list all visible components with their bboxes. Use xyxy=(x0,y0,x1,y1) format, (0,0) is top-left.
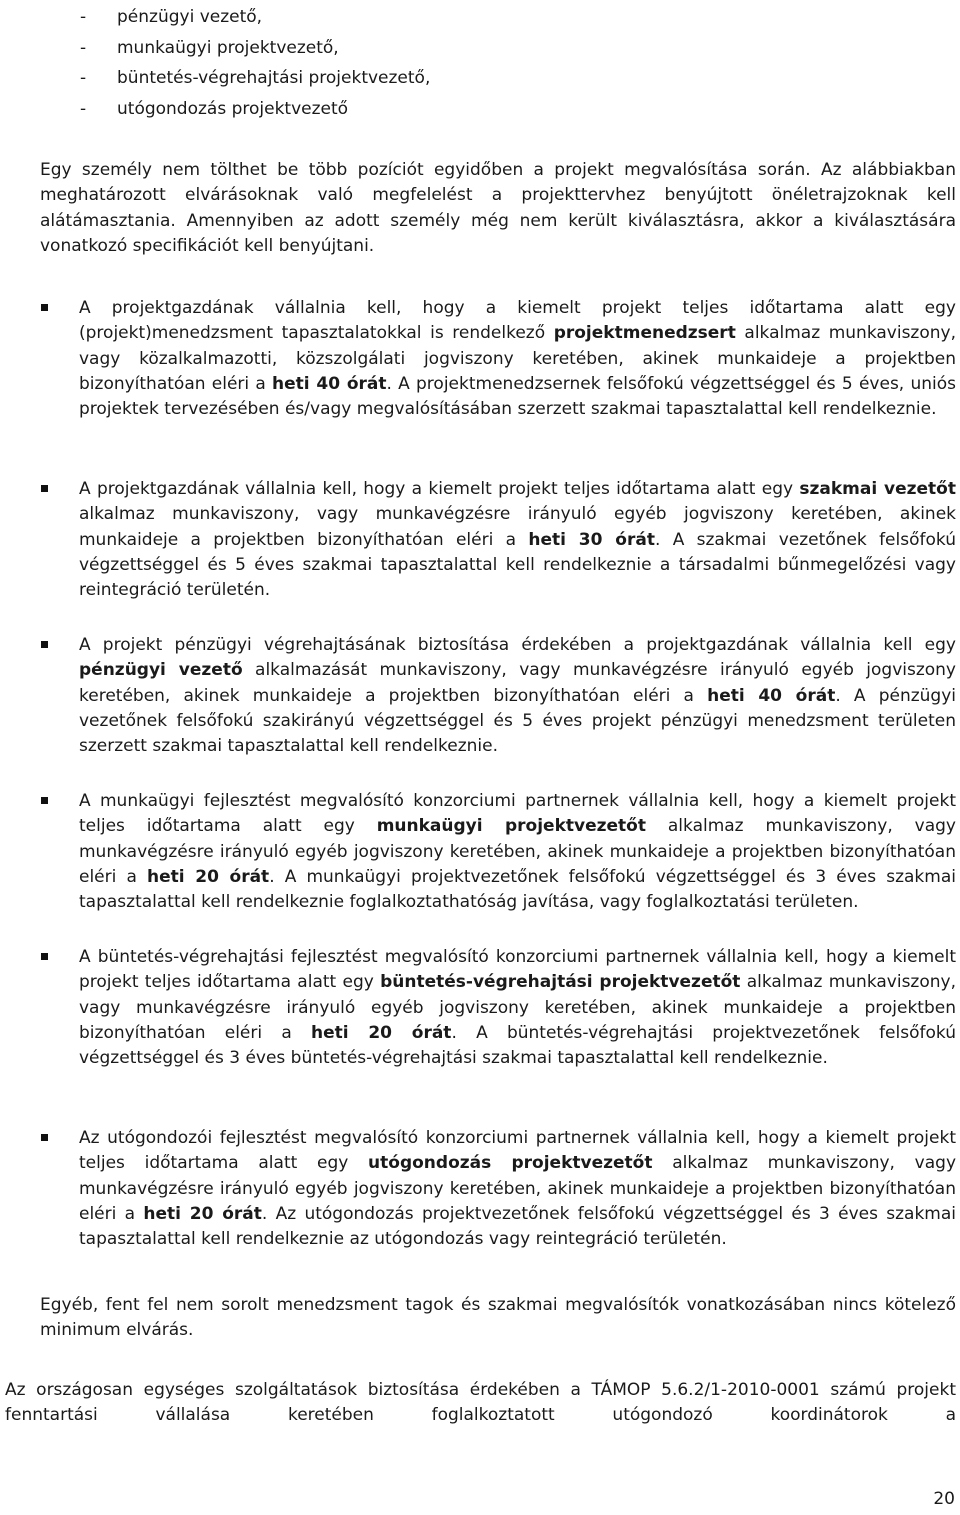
dash-list-item xyxy=(80,63,940,94)
text-run: alkalmaz munkaviszony, vagy munkavégzésre irányuló egyéb jogviszony keretében, akinek munkaideje a projektben bizonyíthatóan eléri a xyxy=(79,972,956,1043)
requirement-text xyxy=(79,791,956,912)
text-run: A büntetés-végrehajtási fejlesztést megvalósító konzorciumi partnernek vállalnia kell, hogy a kiemelt projekt teljes időtartama alatt egy xyxy=(79,947,956,993)
requirement-bullet-list xyxy=(40,296,956,422)
requirement-item-project-manager xyxy=(40,296,956,422)
emphasized-text: heti 20 órát xyxy=(147,866,270,887)
text-run: alkalmaz munkaviszony, vagy munkavégzésre irányuló egyéb jogviszony keretében, akinek munkaideje a projektben bizonyíthatóan eléri a xyxy=(79,816,956,887)
emphasized-text: heti 30 órát xyxy=(528,529,655,550)
text-run: . Az utógondozás projektvezetőnek felsőfokú végzettséggel és 3 éves szakmai tapasztalattal kell rendelkeznie az utógondozás vagy reintegráció területén. xyxy=(79,1203,956,1250)
emphasized-text: heti 20 órát xyxy=(311,1022,452,1043)
requirement-item-professional-lead xyxy=(40,477,956,603)
intro-paragraph: Egy személy nem tölthet be több pozíciót egyidőben a projekt megvalósítása során. Az alábbiakban meghatározott elvárásoknak való megfelelést a projekttervhez benyújtott önéletrajzoknak kell alátámasztania. Amennyiben az adott személy még nem került kiválasztásra, akkor a kiválasztására vonatkozó specifikációt kell benyújtani. xyxy=(40,160,956,256)
square-bullet-icon xyxy=(41,641,48,648)
dash-marker: - xyxy=(80,7,87,27)
dash-item-text: büntetés-végrehajtási projektvezető, xyxy=(117,68,431,88)
requirement-text xyxy=(79,479,956,600)
requirement-text xyxy=(79,298,956,419)
text-run: alkalmaz munkaviszony, vagy közalkalmazotti, közszolgálati jogviszony keretében, akinek munkaideje a projektben bizonyíthatóan eléri a xyxy=(79,323,956,394)
text-run: A projektgazdának vállalnia kell, hogy a kiemelt projekt teljes időtartama alatt egy xyxy=(79,479,800,499)
emphasized-text: projektmenedzsert xyxy=(553,323,736,344)
continuation-paragraph: Az országosan egységes szolgáltatások biztosítása érdekében a TÁMOP 5.6.2/1-2010-0001 számú projekt fenntartási vállalása keretében foglalkoztatott utógondozó koordinátorok a xyxy=(5,1380,956,1426)
requirement-text xyxy=(79,635,956,756)
requirement-bullet-list xyxy=(40,477,956,603)
requirement-item-penitentiary-project-lead xyxy=(40,945,956,1071)
text-run: Az utógondozói fejlesztést megvalósító konzorciumi partnernek vállalnia kell, hogy a kiemelt projekt teljes időtartama alatt egy xyxy=(79,1128,956,1174)
dash-marker: - xyxy=(80,98,87,119)
emphasized-text: utógondozás projektvezetőt xyxy=(368,1153,653,1174)
emphasized-text: heti 20 órát xyxy=(143,1203,262,1224)
dash-list-item xyxy=(80,2,940,33)
requirement-text xyxy=(79,947,956,1068)
requirement-bullet-list xyxy=(40,789,956,915)
dash-item-text: pénzügyi vezető, xyxy=(117,7,263,27)
text-run: alkalmaz munkaviszony, vagy munkavégzésre irányuló egyéb jogviszony keretében, akinek munkaideje a projektben bizonyíthatóan eléri a xyxy=(79,1153,957,1224)
text-run: . A szakmai vezetőnek felsőfokú végzettséggel és 5 éves szakmai tapasztalattal kell rendelkeznie a társadalmi bűnmegelőzési vagy reintegráció területén. xyxy=(79,529,956,601)
dash-item-text: munkaügyi projektvezető, xyxy=(117,37,339,58)
text-run: A projekt pénzügyi végrehajtásának biztosítása érdekében a projektgazdának vállalnia kell egy xyxy=(79,635,956,655)
text-run: A projektgazdának vállalnia kell, hogy a kiemelt projekt teljes időtartama alatt egy (projekt)menedzsment tapasztalatokkal is rendelkező xyxy=(79,298,956,344)
requirement-item-aftercare-project-lead xyxy=(40,1126,956,1252)
dash-marker: - xyxy=(80,68,87,88)
square-bullet-icon xyxy=(41,485,48,492)
square-bullet-icon xyxy=(41,797,48,804)
dash-list-item xyxy=(80,94,940,125)
square-bullet-icon xyxy=(41,304,48,311)
closing-paragraph: Egyéb, fent fel nem sorolt menedzsment tagok és szakmai megvalósítók vonatkozásában nincs kötelező minimum elvárás. xyxy=(40,1295,956,1341)
text-run: A munkaügyi fejlesztést megvalósító konzorciumi partnernek vállalnia kell, hogy a kiemelt projekt teljes időtartama alatt egy xyxy=(79,791,956,837)
text-run: alkalmazását munkaviszony, vagy munkavégzésre irányuló egyéb jogviszony keretében, akinek munkaideje a projektben bizonyíthatóan eléri a xyxy=(79,660,956,706)
square-bullet-icon xyxy=(41,1134,48,1141)
text-run: alkalmaz munkaviszony, vagy munkavégzésre irányuló egyéb jogviszony keretében, akinek munkaideje a projektben bizonyíthatóan eléri a xyxy=(79,504,956,550)
emphasized-text: szakmai vezetőt xyxy=(799,479,956,499)
emphasized-text: munkaügyi projektvezetőt xyxy=(376,816,646,837)
requirement-item-financial-manager xyxy=(40,633,956,759)
requirement-bullet-list xyxy=(40,633,956,759)
dash-marker: - xyxy=(80,37,87,58)
requirement-bullet-list xyxy=(40,945,956,1071)
requirement-bullet-list xyxy=(40,1126,956,1252)
square-bullet-icon xyxy=(41,953,48,960)
role-dash-list xyxy=(80,2,940,124)
requirement-text xyxy=(79,1128,956,1249)
text-run: . A projektmenedzsernek felsőfokú végzettséggel és 5 éves, uniós projektek tervezésében és/vagy megvalósításában szerzett szakmai tapasztalattal kell rendelkeznie. xyxy=(79,373,956,420)
text-run: . A pénzügyi vezetőnek felsőfokú szakirányú végzettséggel és 5 éves projekt pénzügyi menedzsment területen szerzett szakmai tapasztalattal kell rendelkeznie. xyxy=(79,685,956,757)
emphasized-text: pénzügyi vezető xyxy=(79,660,243,681)
text-run: . A munkaügyi projektvezetőnek felsőfokú végzettséggel és 3 éves szakmai tapasztalattal kell rendelkeznie foglalkoztathatóság javítása, vagy foglalkoztatási területen. xyxy=(79,866,956,913)
requirement-item-labour-project-lead xyxy=(40,789,956,915)
text-run: . A büntetés-végrehajtási projektvezetőnek felsőfokú végzettséggel és 3 éves büntetés-végrehajtási szakmai tapasztalattal kell rendelkeznie. xyxy=(79,1022,956,1069)
page-number: 20 xyxy=(933,1489,955,1509)
dash-list-item xyxy=(80,33,940,64)
emphasized-text: heti 40 órát xyxy=(707,685,836,706)
emphasized-text: heti 40 órát xyxy=(272,373,387,394)
dash-item-text: utógondozás projektvezető xyxy=(117,98,349,119)
emphasized-text: büntetés-végrehajtási projektvezetőt xyxy=(380,972,741,993)
